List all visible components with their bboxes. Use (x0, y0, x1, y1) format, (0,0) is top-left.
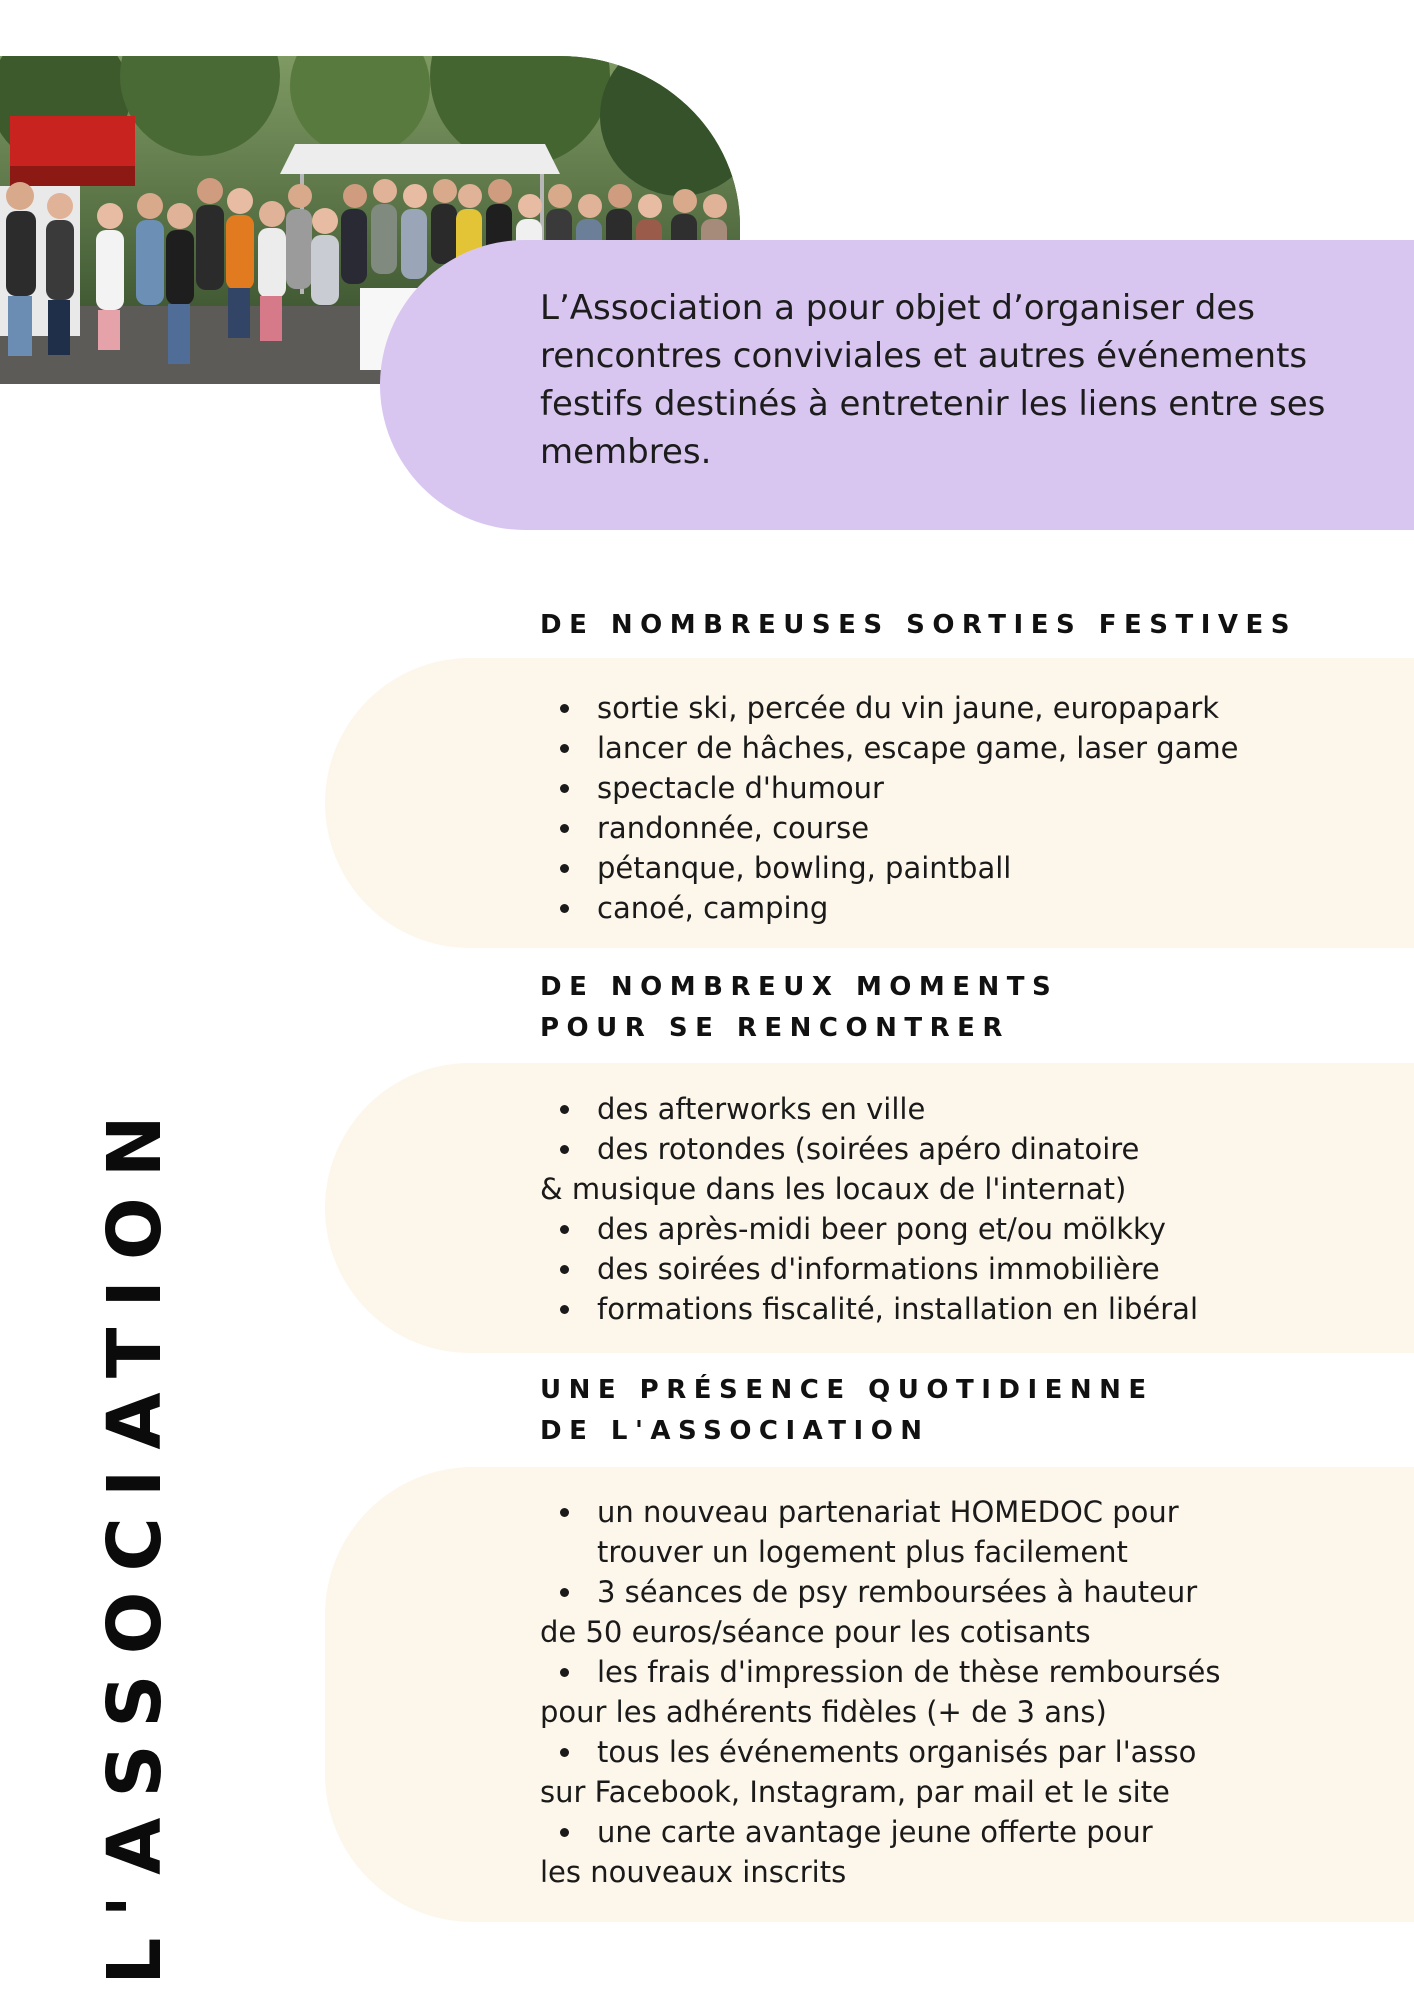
section-heading-line: UNE PRÉSENCE QUOTIDIENNE (540, 1375, 1154, 1405)
section-heading-line: DE L'ASSOCIATION (540, 1416, 930, 1446)
list-item (540, 688, 1239, 728)
list-item-text: des afterworks en ville (597, 1092, 926, 1126)
list-item-text: pétanque, bowling, paintball (597, 851, 1012, 885)
list-item-text: spectacle d'humour (597, 771, 884, 805)
sorties-list (540, 688, 1239, 928)
list-item-continuation: les nouveaux inscrits (540, 1855, 847, 1889)
list-item (540, 1209, 1198, 1249)
list-item (540, 1129, 1198, 1209)
list-item-continuation: trouver un logement plus facilement (597, 1535, 1128, 1569)
presence-panel (325, 1467, 1414, 1922)
list-item-continuation: pour les adhérents fidèles (+ de 3 ans) (540, 1695, 1107, 1729)
list-item-text: randonnée, course (597, 811, 870, 845)
list-item (540, 728, 1239, 768)
list-item (540, 1652, 1220, 1732)
list-item (540, 808, 1239, 848)
list-item (540, 1492, 1220, 1572)
section-heading-moments (540, 967, 1058, 1049)
list-item-text: sortie ski, percée du vin jaune, europapark (597, 691, 1220, 725)
list-item-text: les frais d'impression de thèse remboursés (597, 1655, 1221, 1689)
list-item-text: tous les événements organisés par l'asso (597, 1735, 1197, 1769)
intro-panel (380, 240, 1414, 530)
list-item (540, 1089, 1198, 1129)
section-heading-sorties (540, 605, 1297, 646)
list-item-text: des après-midi beer pong et/ou mölkky (597, 1212, 1166, 1246)
list-item-text: lancer de hâches, escape game, laser game (597, 731, 1239, 765)
list-item-text: formations fiscalité, installation en libéral (597, 1292, 1199, 1326)
list-item-continuation: sur Facebook, Instagram, par mail et le site (540, 1775, 1170, 1809)
section-heading-presence (540, 1370, 1154, 1452)
section-heading-line: POUR SE RENCONTRER (540, 1013, 1010, 1043)
vertical-title: L'ASSOCIATION (92, 1095, 178, 1985)
list-item-text: un nouveau partenariat HOMEDOC pour (597, 1495, 1179, 1529)
section-heading-line: DE NOMBREUSES SORTIES FESTIVES (540, 610, 1297, 640)
presence-list (540, 1492, 1220, 1892)
list-item (540, 1289, 1198, 1329)
list-item (540, 1572, 1220, 1652)
list-item-text: 3 séances de psy remboursées à hauteur (597, 1575, 1198, 1609)
moments-panel (325, 1063, 1414, 1353)
list-item-continuation: de 50 euros/séance pour les cotisants (540, 1615, 1091, 1649)
list-item-text: des rotondes (soirées apéro dinatoire (597, 1132, 1140, 1166)
list-item-continuation: & musique dans les locaux de l'internat) (540, 1172, 1127, 1206)
list-item-text: une carte avantage jeune offerte pour (597, 1815, 1153, 1849)
list-item-text: des soirées d'informations immobilière (597, 1252, 1160, 1286)
moments-list (540, 1089, 1198, 1329)
list-item (540, 848, 1239, 888)
list-item (540, 768, 1239, 808)
list-item (540, 1732, 1220, 1812)
list-item (540, 1812, 1220, 1892)
list-item (540, 1249, 1198, 1289)
sorties-panel (325, 658, 1414, 948)
list-item (540, 888, 1239, 928)
list-item-text: canoé, camping (597, 891, 829, 925)
intro-text: L’Association a pour objet d’organiser des rencontres conviviales et autres événements festifs destinés à entretenir les liens entre ses membres. (540, 288, 1326, 472)
section-heading-line: DE NOMBREUX MOMENTS (540, 972, 1059, 1002)
